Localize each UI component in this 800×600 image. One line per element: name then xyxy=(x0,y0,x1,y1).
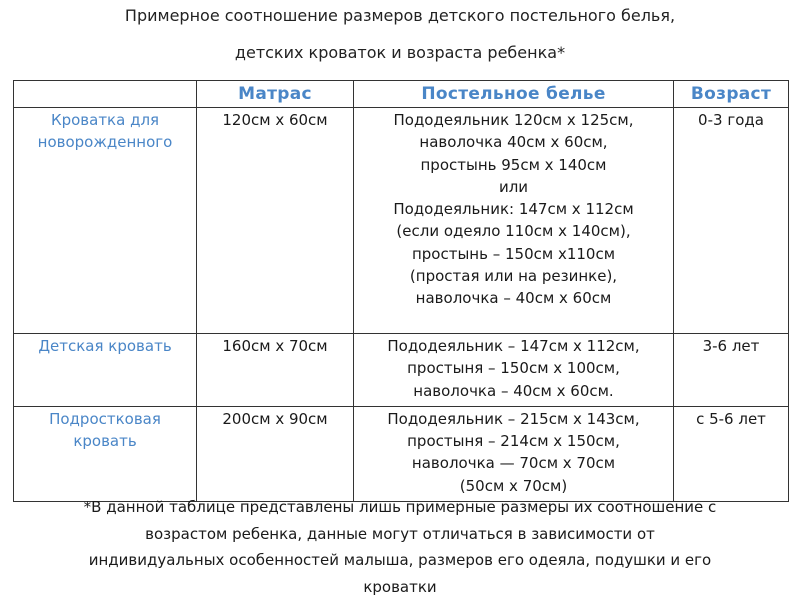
bedding-line: простынь – 150см х110см xyxy=(411,244,616,263)
age-cell: 3-6 лет xyxy=(674,334,789,407)
age-cell: 0-3 года xyxy=(674,108,789,334)
bedding-line: (50см х 70см) xyxy=(459,476,568,495)
bed-type-line: Кроватка для xyxy=(50,111,160,129)
bedding-line: наволочка 40см х 60см, xyxy=(419,133,608,152)
footnote-line: *В данной таблице представлены лишь примерные размеры их соотношение с xyxy=(83,498,717,516)
page-title-line-2: детских кроваток и возраста ребенка* xyxy=(234,43,566,62)
age-cell: с 5-6 лет xyxy=(674,406,789,501)
bedding-line: Пододеяльник 120см х 125см, xyxy=(393,111,634,129)
bed-type-cell xyxy=(14,108,197,334)
footnote-line: возрастом ребенка, данные могут отличаться в зависимости от xyxy=(145,524,655,543)
bedding-line: Пододеяльник: 147см х 112см xyxy=(393,200,634,219)
mattress-size-cell: 160см х 70см xyxy=(197,334,354,407)
mattress-size-cell: 200см х 90см xyxy=(197,406,354,501)
bedding-size-cell xyxy=(354,108,674,334)
column-header-mattress: Матрас xyxy=(197,81,354,108)
column-header-type xyxy=(14,81,197,108)
bed-type-line: новорожденного xyxy=(37,133,173,152)
bedding-size-cell xyxy=(354,406,674,501)
bedding-line: наволочка — 70см х 70см xyxy=(411,454,616,473)
bedding-line: или xyxy=(498,177,529,196)
bed-type-line: Детская кровать xyxy=(38,337,172,355)
table-row-teen-bed xyxy=(14,406,789,501)
bedding-line: (если одеяло 110см х 140см), xyxy=(396,222,631,241)
bedding-size-cell xyxy=(354,334,674,407)
footnote xyxy=(0,494,800,600)
bedding-line: наволочка – 40см х 60см xyxy=(415,289,612,308)
bedding-size-table xyxy=(13,80,789,502)
bedding-line: простыня – 150см х 100см, xyxy=(407,359,620,378)
table-row-newborn-crib xyxy=(14,108,789,334)
bedding-line: (простая или на резинке), xyxy=(409,267,618,286)
bedding-line: простыня – 214см х 150см, xyxy=(407,432,620,451)
bed-type-line: кровать xyxy=(73,432,137,451)
bedding-line: Пододеяльник – 147см х 112см, xyxy=(387,337,640,355)
column-header-bedding: Постельное белье xyxy=(354,81,674,108)
bed-type-line: Подростковая xyxy=(49,409,161,428)
footnote-line: кроватки xyxy=(363,577,437,596)
page-title-line-1: Примерное соотношение размеров детского постельного белья, xyxy=(124,6,676,25)
footnote-line: индивидуальных особенностей малыша, размеров его одеяла, подушки и его xyxy=(88,551,712,569)
bedding-line: простынь 95см х 140см xyxy=(420,155,607,174)
column-header-age: Возраст xyxy=(674,81,789,108)
bedding-line: наволочка – 40см х 60см. xyxy=(413,381,614,400)
bed-type-cell xyxy=(14,334,197,407)
mattress-size-cell: 120см х 60см xyxy=(197,108,354,334)
table-header-row xyxy=(14,81,789,108)
bed-type-cell xyxy=(14,406,197,501)
bedding-line: Пододеяльник – 215см х 143см, xyxy=(387,409,640,428)
table-row-child-bed xyxy=(14,334,789,407)
